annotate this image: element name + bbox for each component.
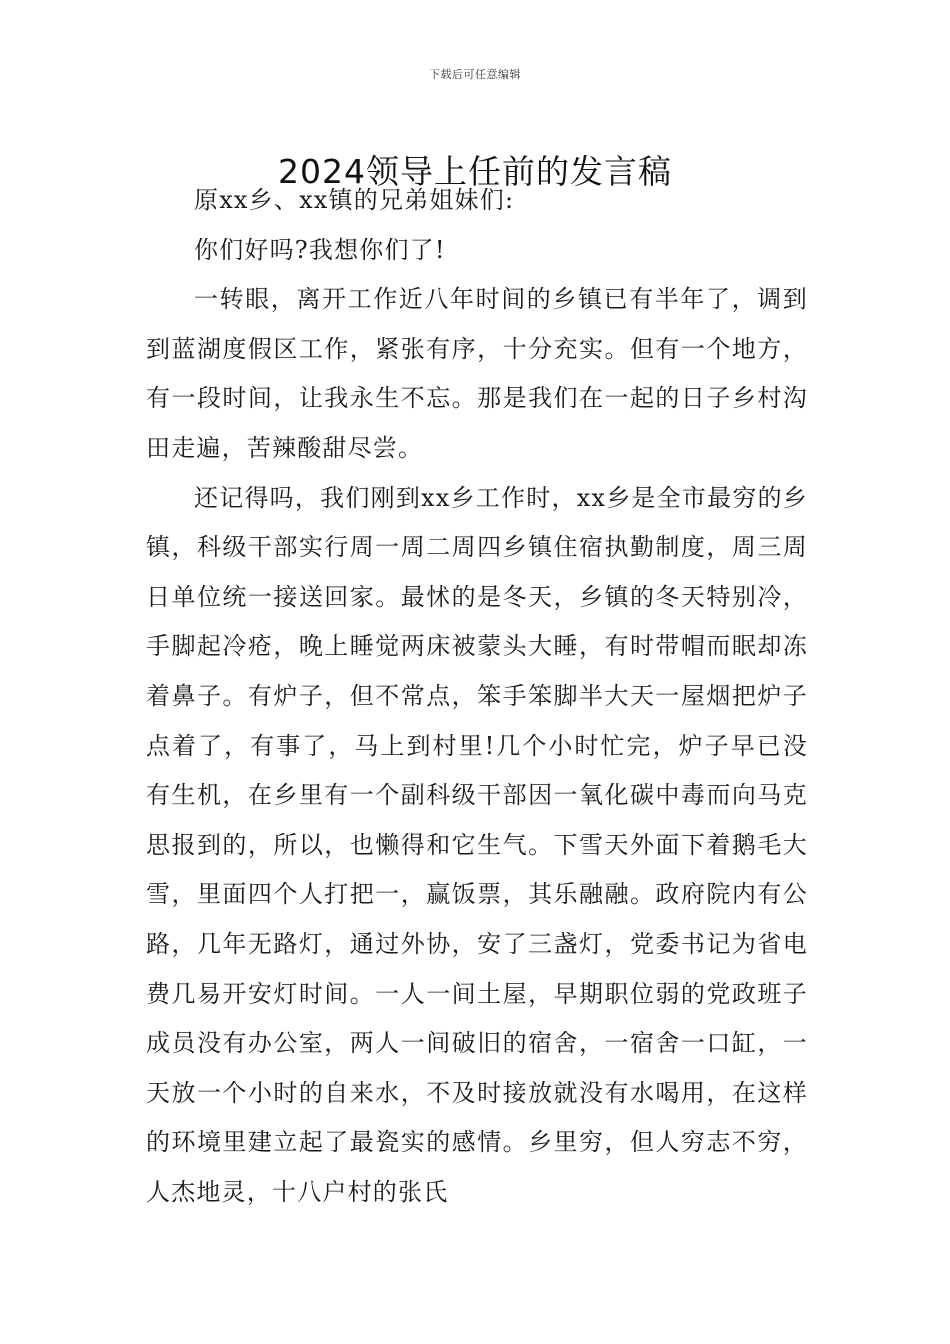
header-note: 下载后可任意编辑 xyxy=(429,68,521,81)
body-paragraph: 还记得吗，我们刚到xx乡工作时，xx乡是全市最穷的乡镇，科级干部实行周一周二周四乡镇住宿执勤制度，周三周日单位统一接送回家。最怵的是冬天，乡镇的冬天特别冷，手脚起冷疮，晚上睡觉两床被蒙头大睡，有时带帽而眠却冻着鼻子。有炉子，但不常点，笨手笨脚半大天一屋烟把炉子点着了，有事了，马上到村里!几个小时忙完，炉子早已没有生机，在乡里有一个副科级干部因一氧化碳中毒而向马克思报到的，所以，也懒得和它生气。下雪天外面下着鹅毛大雪，里面四个人打把一，赢饭票，其乐融融。政府院内有公路，几年无路灯，通过外协，安了三盏灯，党委书记为省电费几易开安灯时间。一人一间土屋，早期职位弱的党政班子成员没有办公室，两人一间破旧的宿舍，一宿舍一口缸，一天放一个小时的自来水，不及时接放就没有水喝用，在这样的环境里建立起了最瓷实的感情。乡里穷，但人穷志不穷，人杰地灵，十八户村的张氏 xyxy=(146,483,808,1206)
document-body xyxy=(146,176,808,1217)
salutation-paragraph: 原xx乡、xx镇的兄弟姐妹们: xyxy=(194,186,515,214)
greeting-paragraph: 你们好吗?我想你们了! xyxy=(194,235,446,264)
document-title: 2024领导上任前的发言稿 xyxy=(278,152,672,192)
body-paragraph: 一转眼，离开工作近八年时间的乡镇已有半年了，调到到蓝湖度假区工作，紧张有序，十分充实。但有一个地方，有一段时间，让我永生不忘。那是我们在一起的日子乡村沟田走遍，苦辣酸甜尽尝。 xyxy=(146,285,808,462)
